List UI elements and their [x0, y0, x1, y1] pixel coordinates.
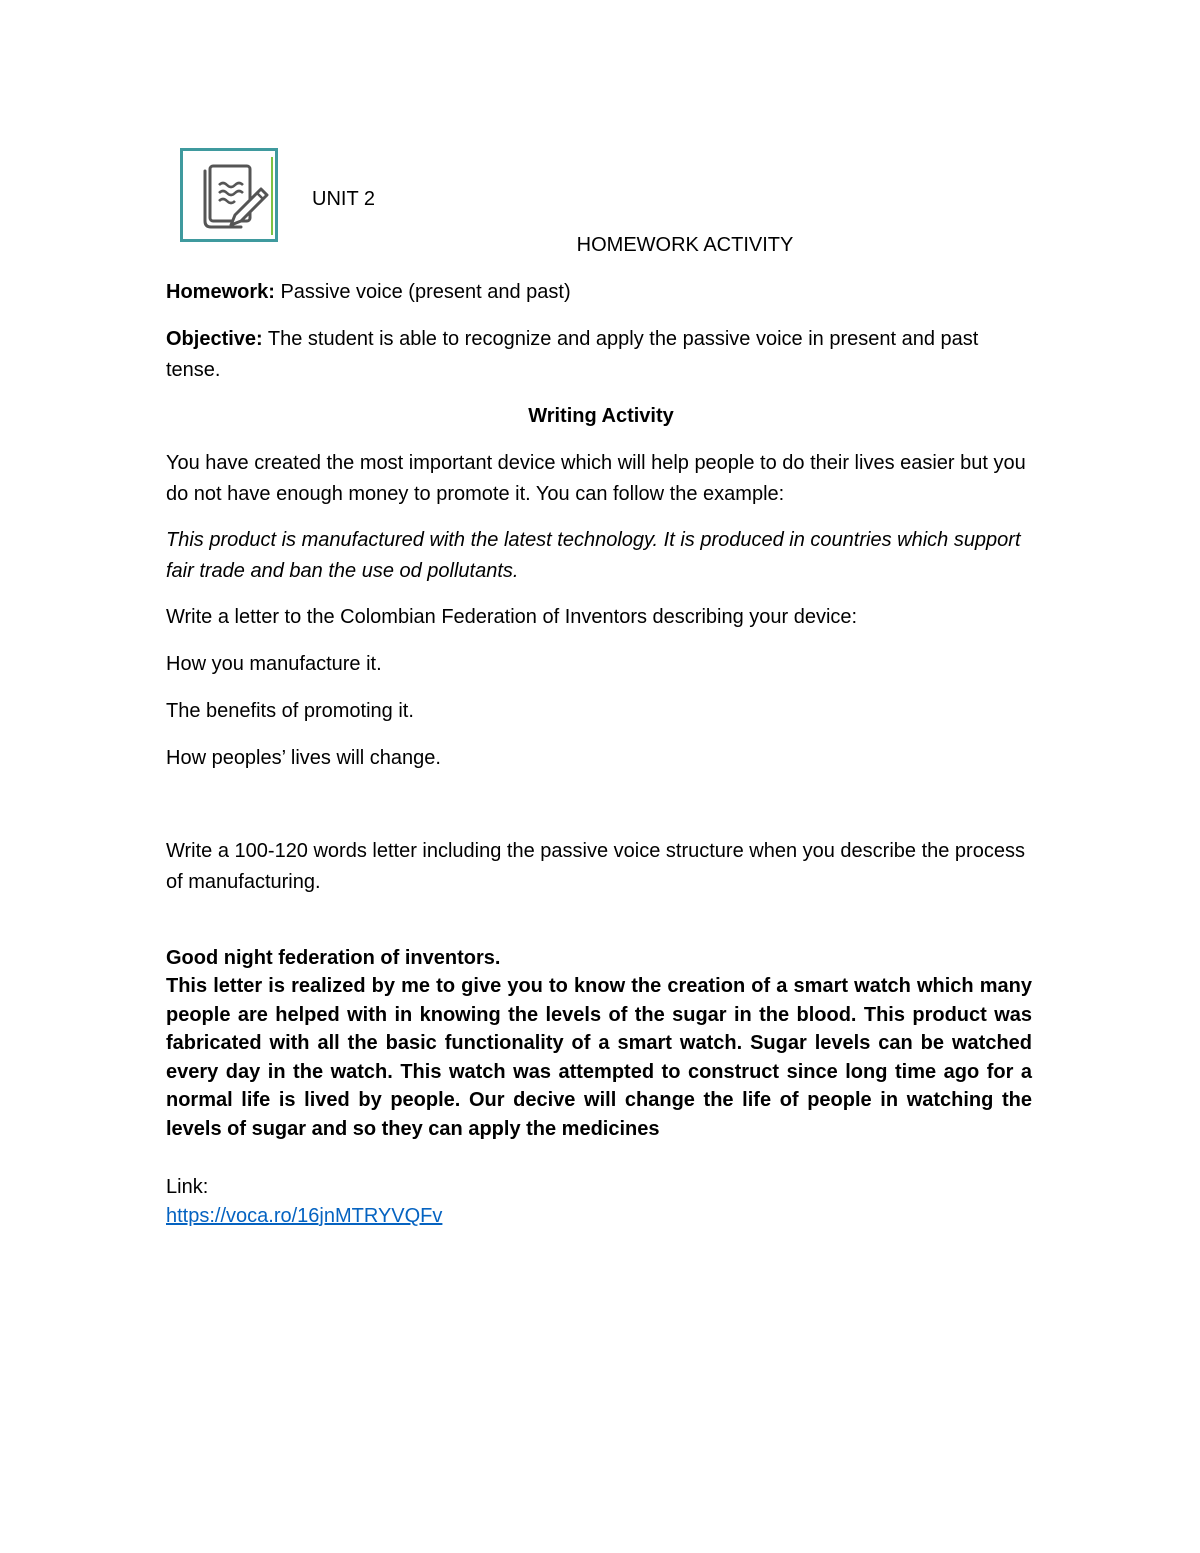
instruction-paragraph: Write a letter to the Colombian Federation of Inventors describing your device:	[166, 606, 858, 628]
homework-line	[166, 277, 1036, 308]
page-title: HOMEWORK ACTIVITY	[576, 234, 794, 256]
letter-body: This letter is realized by me to give you to know the creation of a smart watch which many people are helped with in knowing the levels of the sugar in the blood. This product was fabricated with all the basic functionality of a smart watch. Sugar levels can be watched every day in the watch. This watch was attempted to construct since long time ago for a normal life is lived by people. Our decive will change the life of people in watching the levels of sugar and so they can apply the medicines	[166, 975, 1032, 1140]
point-item: How peoples’ lives will change.	[166, 747, 441, 769]
intro-paragraph: You have created the most important device which will help people to do their lives easier but you do not have enough money to promote it. You can follow the example:	[166, 452, 1026, 505]
objective-paragraph	[166, 324, 1036, 386]
homework-label: Homework:	[166, 281, 275, 303]
unit-label: UNIT 2	[312, 188, 375, 210]
link-line	[166, 1202, 1036, 1230]
point-item: How you manufacture it.	[166, 653, 382, 675]
link-label: Link:	[166, 1176, 209, 1198]
point-item: The benefits of promoting it.	[166, 700, 414, 722]
recording-link[interactable]: https://voca.ro/16jnMTRYVQFv	[166, 1205, 443, 1227]
notebook-pen-icon	[180, 148, 278, 242]
objective-label: Objective:	[166, 328, 263, 350]
example-paragraph: This product is manufactured with the latest technology. It is produced in countries which support fair trade and ban the use od pollutants.	[166, 529, 1021, 582]
writing-activity-title: Writing Activity	[528, 405, 674, 427]
objective-text: The student is able to recognize and apply the passive voice in present and past tense.	[166, 328, 979, 381]
letter-greeting: Good night federation of inventors.	[166, 947, 501, 969]
task-paragraph: Write a 100-120 words letter including the passive voice structure when you describe the process of manufacturing.	[166, 840, 1025, 893]
homework-text: Passive voice (present and past)	[274, 281, 571, 303]
